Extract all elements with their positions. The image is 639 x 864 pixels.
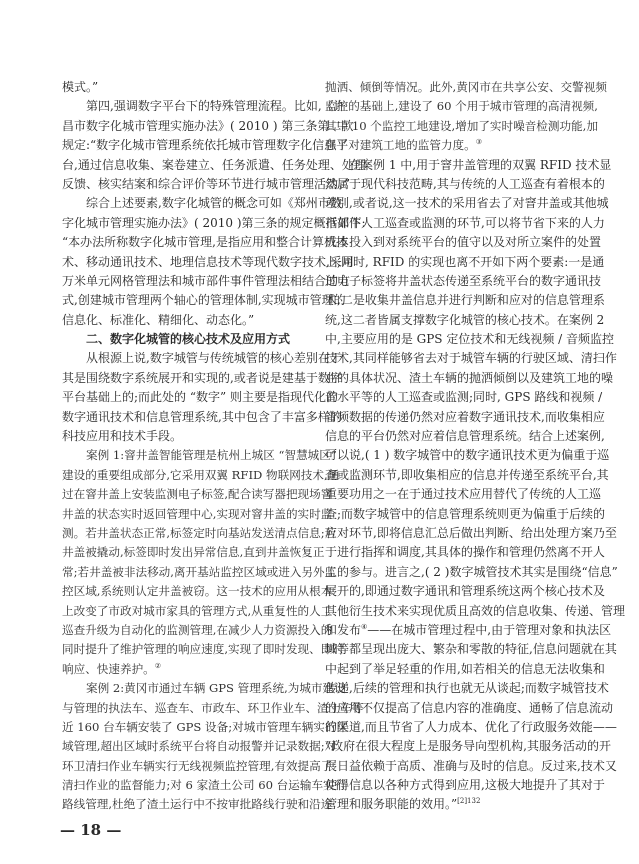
text-line [325, 621, 612, 640]
text-line: 可以说,( 1 ) 数字城管中的数字通讯技术更为偏重于巡 [325, 448, 610, 463]
text-line: 其是围绕数字系统展开和实现的,或者说是建基于数字 [62, 370, 342, 385]
page-number: — 18 — [60, 821, 122, 839]
text-line [325, 795, 576, 814]
text-line: 于进行指挥和调度,其具体的操作和管理仍然离不开人 [325, 545, 605, 560]
footnote-marker: [2]132 [457, 797, 481, 806]
text-line: 测。若井盖状态正常,标签定时向基站发送清点信息;若 [62, 525, 337, 540]
text-line: 成本投入到对系统平台的值守以及对所立案件的处置 [325, 235, 602, 250]
text-line: 监控的基础上,建设了 60 个用于城市管理的高清视频, [325, 99, 598, 114]
text-line: 控区域,系统则认定井盖被窃。这一技术的应用从根本 [62, 584, 333, 599]
text-line: 环卫清扫作业车辆实行无线视频监控管理,有效提高了 [62, 758, 333, 773]
text-line: 中,主要应用的是 GPS 定位技术和无线视频 / 音频监控 [325, 332, 614, 347]
paragraph [62, 97, 366, 194]
text-line: 清扫作业的监督能力;对 6 家渣土公司 60 台运输车实行 [62, 778, 347, 793]
text-line: 市部件人工巡查或监测的环节,可以将节省下来的人力 [325, 215, 605, 230]
text-line: 查或监测环节,即收集相应的信息并传递至系统平台,其 [325, 467, 609, 482]
text-line: 使得信息以各种方式得到应用,这极大地提升了其对于 [325, 778, 605, 793]
text-line: 传递,后续的管理和执行也就无从谈起;而数字城管技术 [325, 681, 609, 696]
paragraph [325, 156, 626, 815]
text-line: 台,通过信息收集、案卷建立、任务派遣、任务处理、处理 [62, 157, 366, 172]
text-line: 二、数字化城管的核心技术及应用方式 [86, 332, 291, 347]
footnote-marker: ④ [361, 622, 368, 631]
right-column [325, 78, 626, 815]
text-line: 术,二是收集井盖信息并进行判断和应对的信息管理系 [325, 293, 605, 308]
text-line: 昌市数字化城市管理实施办法》( 2010 ) 第三条第二款 [62, 118, 354, 133]
footnote-marker: ② [154, 661, 162, 670]
text-line: 技术,其同样能够省去对于城管车辆的行驶区域、清扫作 [325, 351, 617, 366]
text-line: 井盖被撬动,标签即时发出异常信息,直到井盖恢复正 [62, 545, 325, 560]
text-line: 在案例 1 中,用于窨井盖管理的双翼 RFID 技术显 [349, 157, 612, 172]
text-run: 响应、快速养护。 [62, 661, 155, 676]
text-run: ——在城市管理过程中,由于管理对象和执法区 [367, 622, 612, 637]
paragraph [62, 78, 306, 97]
paragraph [62, 349, 342, 446]
text-line: 其中 10 个监控工地建设,增加了实时噪音检测功能,加 [325, 118, 598, 133]
text-line: 平台基础上的;而此处的 “数字” 则主要是指现代化的 [62, 390, 338, 405]
text-line: 从根源上说,数字城管与传统城管的核心差别在于 [86, 351, 342, 366]
text-line: 域管理,超出区域时系统平台将自动报警并记录数据;对 [62, 739, 337, 754]
text-line: 音水平等的人工巡查或监测;同时, GPS 路线和视频 / [325, 390, 603, 405]
text-line: 展开的,即通过数字通讯和管理系统这两个核心技术及 [325, 584, 605, 599]
text-line: 案例 2:黄冈市通过车辆 GPS 管理系统,为城市建设 [86, 681, 346, 696]
text-line: 数字通讯技术和信息管理系统,其中包含了丰富多样的 [62, 409, 342, 424]
text-run: 强了对建筑工地的监管力度。 [325, 138, 476, 153]
text-line: 差别,或者说,这一技术的采用省去了对窨井盖或其他城 [325, 196, 609, 211]
text-line: 路线管理,杜绝了渣土运行中不按审批路线行驶和沿途 [62, 797, 333, 812]
text-line: 上改变了市政对城市家具的管理方式,从重复性的人工 [62, 603, 333, 618]
text-line: 工的参与。进言之,( 2 )数字城管技术其实是围绕“信息” [325, 564, 618, 579]
text-line: “政府在很大程度上是服务导向型机构,其服务活动的开 [325, 739, 611, 754]
text-line: 应对环节,即将信息汇总后做出判断、给出处理方案乃至 [325, 525, 617, 540]
text-line: 反馈、核实结案和综合评价等环节进行城市管理活动。” [62, 176, 351, 191]
text-line: 与管理的执法车、巡查车、市政车、环卫作业车、渣土车等 [62, 700, 364, 715]
section-heading [62, 330, 306, 349]
text-line: 音频数据的传递仍然对应着数字通讯技术,而收集相应 [325, 409, 605, 424]
text-line: 式,创建城市管理两个轴心的管理体制,实现城市管理的 [62, 293, 346, 308]
text-line: 展日益依赖于高质、准确与及时的信息。反过来,技术又 [325, 758, 617, 773]
text-line: 万米单元网格管理法和城市部件事件管理法相结合的方 [62, 273, 351, 288]
text-line: 巡查升级为自动化的监测管理,在减少人力资源投入的 [62, 622, 333, 637]
text-line [325, 136, 576, 155]
text-line: 综合上述要素,数字化城管的概念可如《郑州市数 [86, 196, 342, 211]
text-line: 第四,强调数字平台下的特殊管理流程。比如,《许 [86, 99, 346, 114]
paragraph [62, 194, 366, 330]
text-line: 查;而数字城管中的信息管理系统则更为偏重于后续的 [325, 506, 606, 521]
footnote-marker: ③ [475, 138, 483, 147]
text-line: 的应用不仅提高了信息内容的准确度、通畅了信息流动 [325, 700, 614, 715]
text-line: 业的具体状况、渣土车辆的抛洒倾倒以及建筑工地的噪 [325, 370, 614, 385]
text-line [62, 660, 306, 679]
case-paragraph [62, 679, 364, 815]
text-line: 同时提升了维护管理的响应速度,实现了即时发现、即时 [62, 642, 344, 657]
text-line: 其他衍生技术来实现优质且高效的信息收集、传递、管理 [325, 603, 626, 618]
case-paragraph [325, 78, 607, 156]
text-line: 然属于现代科技范畴,其与传统的人工巡查有着根本的 [325, 176, 605, 191]
text-line: “本办法所称数字化城市管理,是指应用和整合计算机技 [62, 235, 348, 250]
text-line: 信息化、标准化、精细化、动态化。” [62, 312, 255, 327]
text-run: 管理和服务职能的效用。” [325, 797, 458, 812]
text-run: 和发布 [325, 622, 362, 637]
text-line: 过电子标签将井盖状态传递至系统平台的数字通讯技 [325, 273, 602, 288]
text-line: 近 160 台车辆安装了 GPS 设备;对城市管理车辆实行区 [62, 719, 349, 734]
text-line: 的渠道,而且节省了人力成本、优化了行政服务效能—— [325, 719, 617, 734]
text-line: 模式。” [62, 80, 99, 94]
text-line: 信息的平台仍然对应着信息管理系统。结合上述案例, [325, 429, 605, 444]
text-line: 科技应用和技术手段。 [62, 429, 183, 444]
text-line: 统,这二者皆属支撑数字化城管的核心技术。在案例 2 [325, 312, 605, 327]
text-line: 重要功用之一在于通过技术应用替代了传统的人工巡 [325, 487, 602, 502]
text-line: 建设的重要组成部分,它采用双翼 RFID 物联网技术,通 [62, 467, 340, 482]
text-line: 井盖的状态实时返回管理中心,实现对窨井盖的实时监 [62, 506, 333, 521]
text-line: 域等都呈现出庞大、繁杂和零散的特征,信息问题就在其 [325, 642, 617, 657]
text-line: 抛洒、倾倒等情况。此外,黄冈市在共享公安、交警视频 [325, 80, 607, 94]
text-line: 案例 1:窨井盖智能管理是杭州上城区 “智慧城区” [86, 448, 337, 463]
text-line: 过在窨井盖上安装监测电子标签,配合读写器把现场窨 [62, 487, 333, 502]
text-line: 上;同时, RFID 的实现也离不开如下两个要素:一是通 [325, 254, 605, 269]
text-line: 规定:“数字化城市管理系统依托城市管理数字化信息平 [62, 138, 349, 153]
text-line: 常;若井盖被非法移动,离开基站监控区域或进入另外监 [62, 564, 337, 579]
text-line: 字化城市管理实施办法》( 2010 )第三条的规定概括如下: [62, 215, 366, 230]
text-line: 术、移动通讯技术、地理信息技术等现代数字技术,采用 [62, 254, 354, 269]
text-line: 中起到了举足轻重的作用,如若相关的信息无法收集和 [325, 661, 605, 676]
